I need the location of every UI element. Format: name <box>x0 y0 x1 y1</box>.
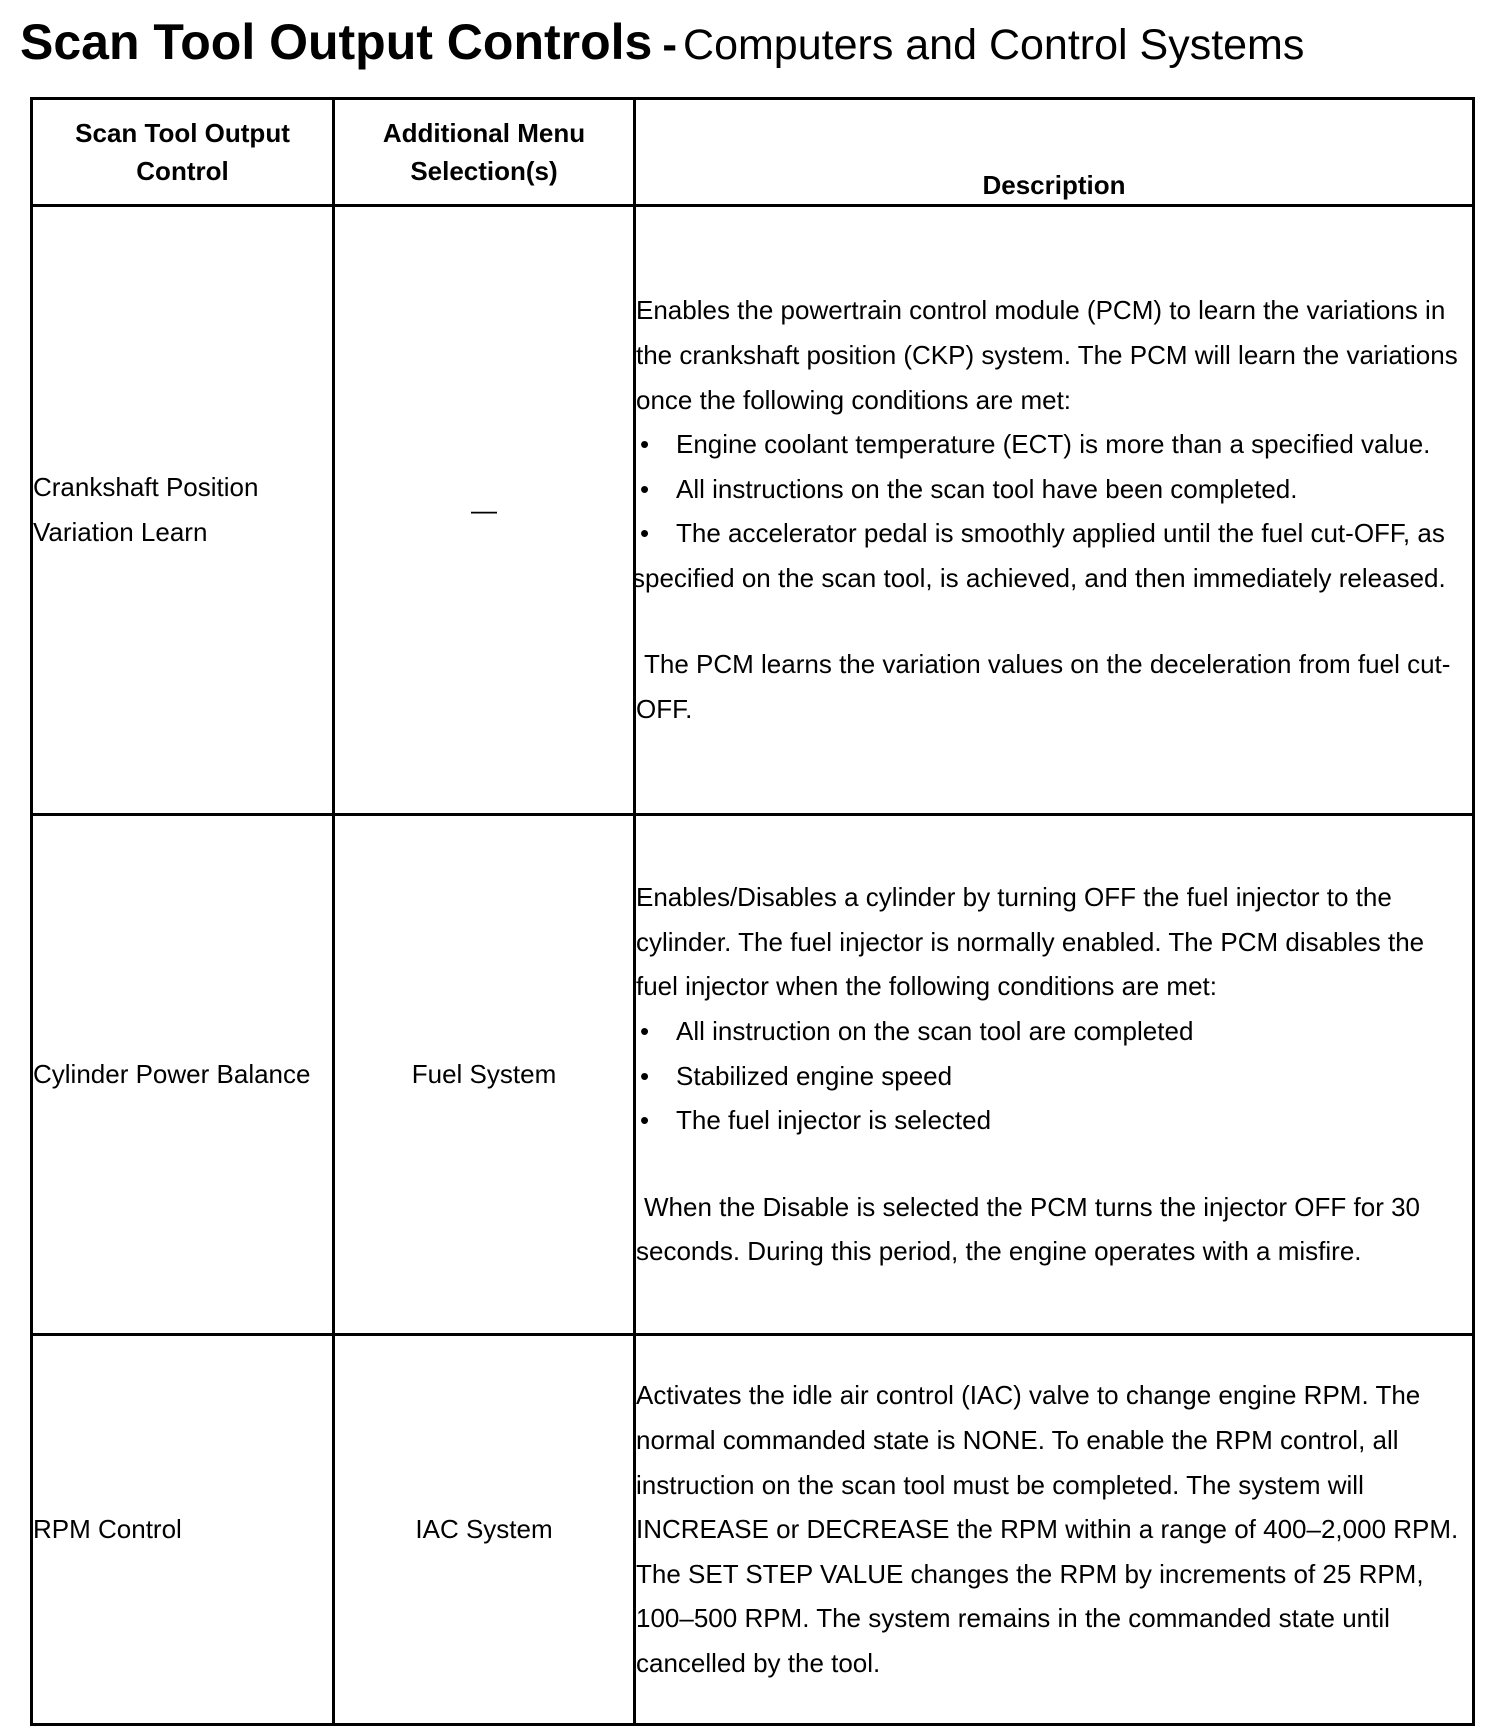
description-cell <box>635 1335 1474 1725</box>
bullet-icon: • <box>640 1015 650 1046</box>
header-description: Description <box>635 99 1474 206</box>
bullet-text: The accelerator pedal is smoothly applied until the fuel cut-OFF, as specified on the scan tool, is achieved, and then immediately released. <box>632 518 1446 593</box>
header-menu: Additional Menu Selection(s) <box>334 99 635 206</box>
bullet-item <box>632 511 1472 600</box>
page-title <box>20 14 1304 72</box>
table-row <box>32 206 1474 815</box>
bullet-item <box>636 1054 1472 1099</box>
bullet-text: Stabilized engine speed <box>676 1060 953 1091</box>
bullet-text: Engine coolant temperature (ECT) is more than a specified value. <box>676 429 1431 460</box>
description-note: The PCM learns the variation values on the deceleration from fuel cut-OFF. <box>636 649 1451 725</box>
description-cell <box>632 206 1474 815</box>
bullet-icon: • <box>640 473 650 504</box>
table-row <box>32 815 1474 1335</box>
description-intro: Enables the powertrain control module (PCM) to learn the variations in the crankshaft position (CKP) system. The PCM will learn the variations once the following conditions are met: <box>636 295 1458 415</box>
bullet-text: All instructions on the scan tool have been completed. <box>676 473 1298 504</box>
header-control: Scan Tool Output Control <box>32 99 334 206</box>
bullet-text: All instruction on the scan tool are completed <box>676 1015 1194 1046</box>
menu-cell: Fuel System <box>334 815 635 1335</box>
menu-cell: — <box>334 206 635 815</box>
title-main: Scan Tool Output Controls <box>20 14 653 70</box>
bullet-text: The fuel injector is selected <box>676 1105 992 1136</box>
description-note: When the Disable is selected the PCM turns the injector OFF for 30 seconds. During this period, the engine operates with a misfire. <box>636 1191 1421 1267</box>
bullet-item <box>636 1009 1472 1054</box>
bullet-item <box>636 422 1472 467</box>
description-intro: Enables/Disables a cylinder by turning OFF the fuel injector to the cylinder. The fuel injector is normally enabled. The PCM disables the fuel injector when the following conditions are met: <box>636 882 1425 1002</box>
bullet-icon: • <box>640 518 650 549</box>
control-cell: Cylinder Power Balance <box>32 815 334 1335</box>
description-intro: Activates the idle air control (IAC) valve to change engine RPM. The normal commanded state is NONE. To enable the RPM control, all instruction on the scan tool must be completed. The system will INCREASE or DECREASE the RPM within a range of 400–2,000 RPM. The SET STEP VALUE changes the RPM by increments of 25 RPM, 100–500 RPM. The system remains in the commanded state until cancelled by the tool. <box>636 1380 1459 1678</box>
title-separator: - <box>662 20 678 69</box>
menu-cell: IAC System <box>334 1335 635 1725</box>
table-row <box>32 1335 1474 1725</box>
output-controls-table <box>30 97 1475 1726</box>
description-cell <box>635 815 1474 1335</box>
control-cell: RPM Control <box>32 1335 334 1725</box>
bullet-icon: • <box>640 1105 650 1136</box>
title-subtitle: Computers and Control Systems <box>683 21 1305 69</box>
bullet-item <box>636 1098 1472 1143</box>
bullet-icon: • <box>640 429 650 460</box>
bullet-item <box>636 467 1472 512</box>
table-header-row <box>32 99 1474 206</box>
bullet-icon: • <box>640 1060 650 1091</box>
control-cell: Crankshaft Position Variation Learn <box>32 206 334 815</box>
